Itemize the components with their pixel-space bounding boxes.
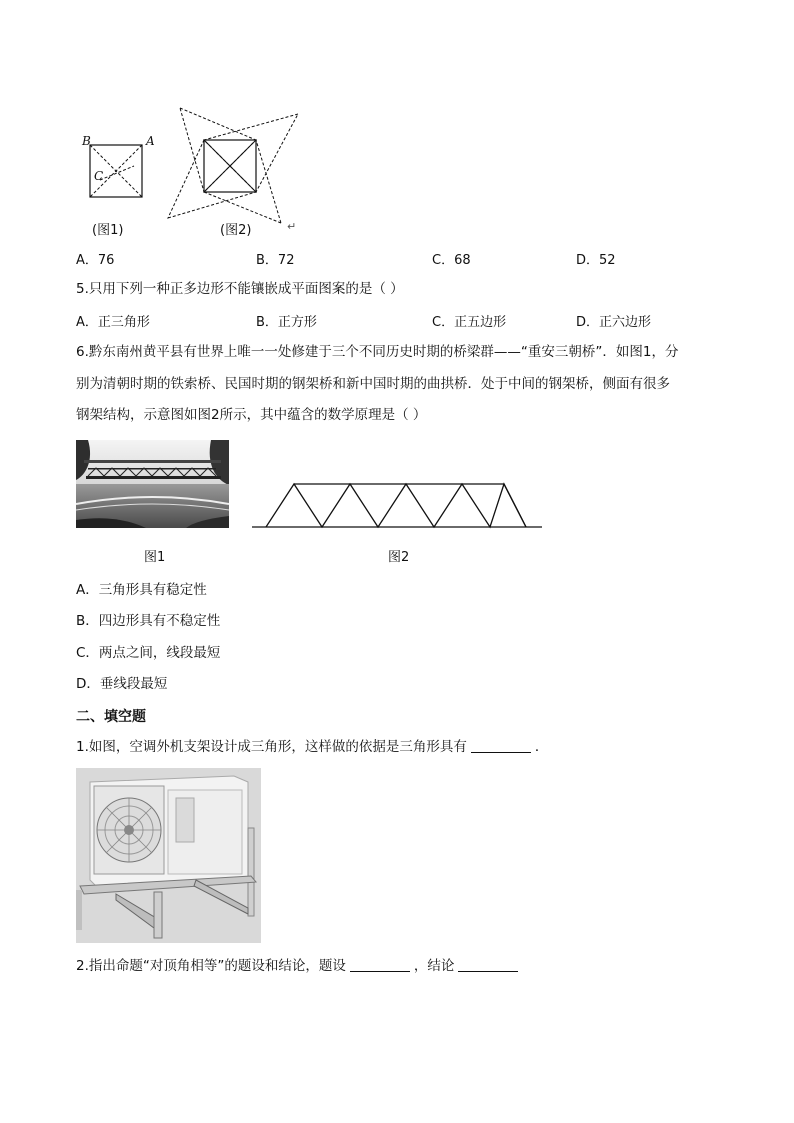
bridge-photo <box>76 440 229 528</box>
q4-option-c[interactable]: C．68 <box>432 253 471 268</box>
fig1-label: (图1) <box>92 223 124 238</box>
q6-line2: 别为清朝时期的铁索桥、民国时期的钢架桥和新中国时期的曲拱桥．处于中间的钢架桥，侧面有很多 <box>76 376 670 392</box>
air-conditioner-photo <box>76 768 261 943</box>
q5-option-a[interactable]: A．正三角形 <box>76 315 150 330</box>
fill-q1-end: ． <box>534 739 549 755</box>
q6-option-d[interactable]: D．垂线段最短 <box>76 676 168 692</box>
q6-option-a[interactable]: A．三角形具有稳定性 <box>76 582 207 598</box>
q6-line3: 钢架结构，示意图如图2所示，其中蕴含的数学原理是（ ） <box>76 407 427 423</box>
q5-option-c[interactable]: C．正五边形 <box>432 315 507 330</box>
q4-option-d[interactable]: D．52 <box>576 253 616 268</box>
q6-fig1-caption: 图1 <box>144 550 166 565</box>
q5-options <box>76 311 696 331</box>
q6-line1: 6.黔东南州黄平县有世界上唯一一处修建于三个不同历史时期的桥梁群——“重安三朝桥”．如图1，分 <box>76 344 679 360</box>
section-title-fill-in: 二、填空题 <box>76 709 146 725</box>
q4-options <box>76 249 696 269</box>
q6-fig2-caption: 图2 <box>388 550 410 565</box>
fill-q2 <box>76 956 522 976</box>
square-figures <box>76 100 306 230</box>
point-b-label: B <box>82 134 91 148</box>
point-a-label: A <box>146 134 155 148</box>
q4-option-b[interactable]: B．72 <box>256 253 295 268</box>
fill-q2-conclusion-blank[interactable] <box>458 957 518 972</box>
fill-q1 <box>76 737 548 757</box>
fill-q1-blank[interactable] <box>471 738 531 753</box>
q5-stem: 5.只用下列一种正多边形不能镶嵌成平面图案的是（ ） <box>76 281 404 297</box>
q4-option-a[interactable]: A．76 <box>76 253 115 268</box>
q6-option-c[interactable]: C．两点之间，线段最短 <box>76 645 221 661</box>
fill-q1-text: 1.如图，空调外机支架设计成三角形，这样做的依据是三角形具有 <box>76 739 467 755</box>
q5-option-b[interactable]: B．正方形 <box>256 315 317 330</box>
q6-option-b[interactable]: B．四边形具有不稳定性 <box>76 613 221 629</box>
return-mark: ↵ <box>287 220 297 233</box>
fig2-label: (图2) <box>220 223 252 238</box>
fill-q2-premise-blank[interactable] <box>350 957 410 972</box>
point-c-label: C <box>94 169 104 183</box>
fill-q2-text: 2.指出命题“对顶角相等”的题设和结论，题设 <box>76 958 346 974</box>
q5-option-d[interactable]: D．正六边形 <box>576 315 652 330</box>
truss-diagram <box>250 478 545 532</box>
fill-q2-mid: ，结论 <box>413 958 455 974</box>
